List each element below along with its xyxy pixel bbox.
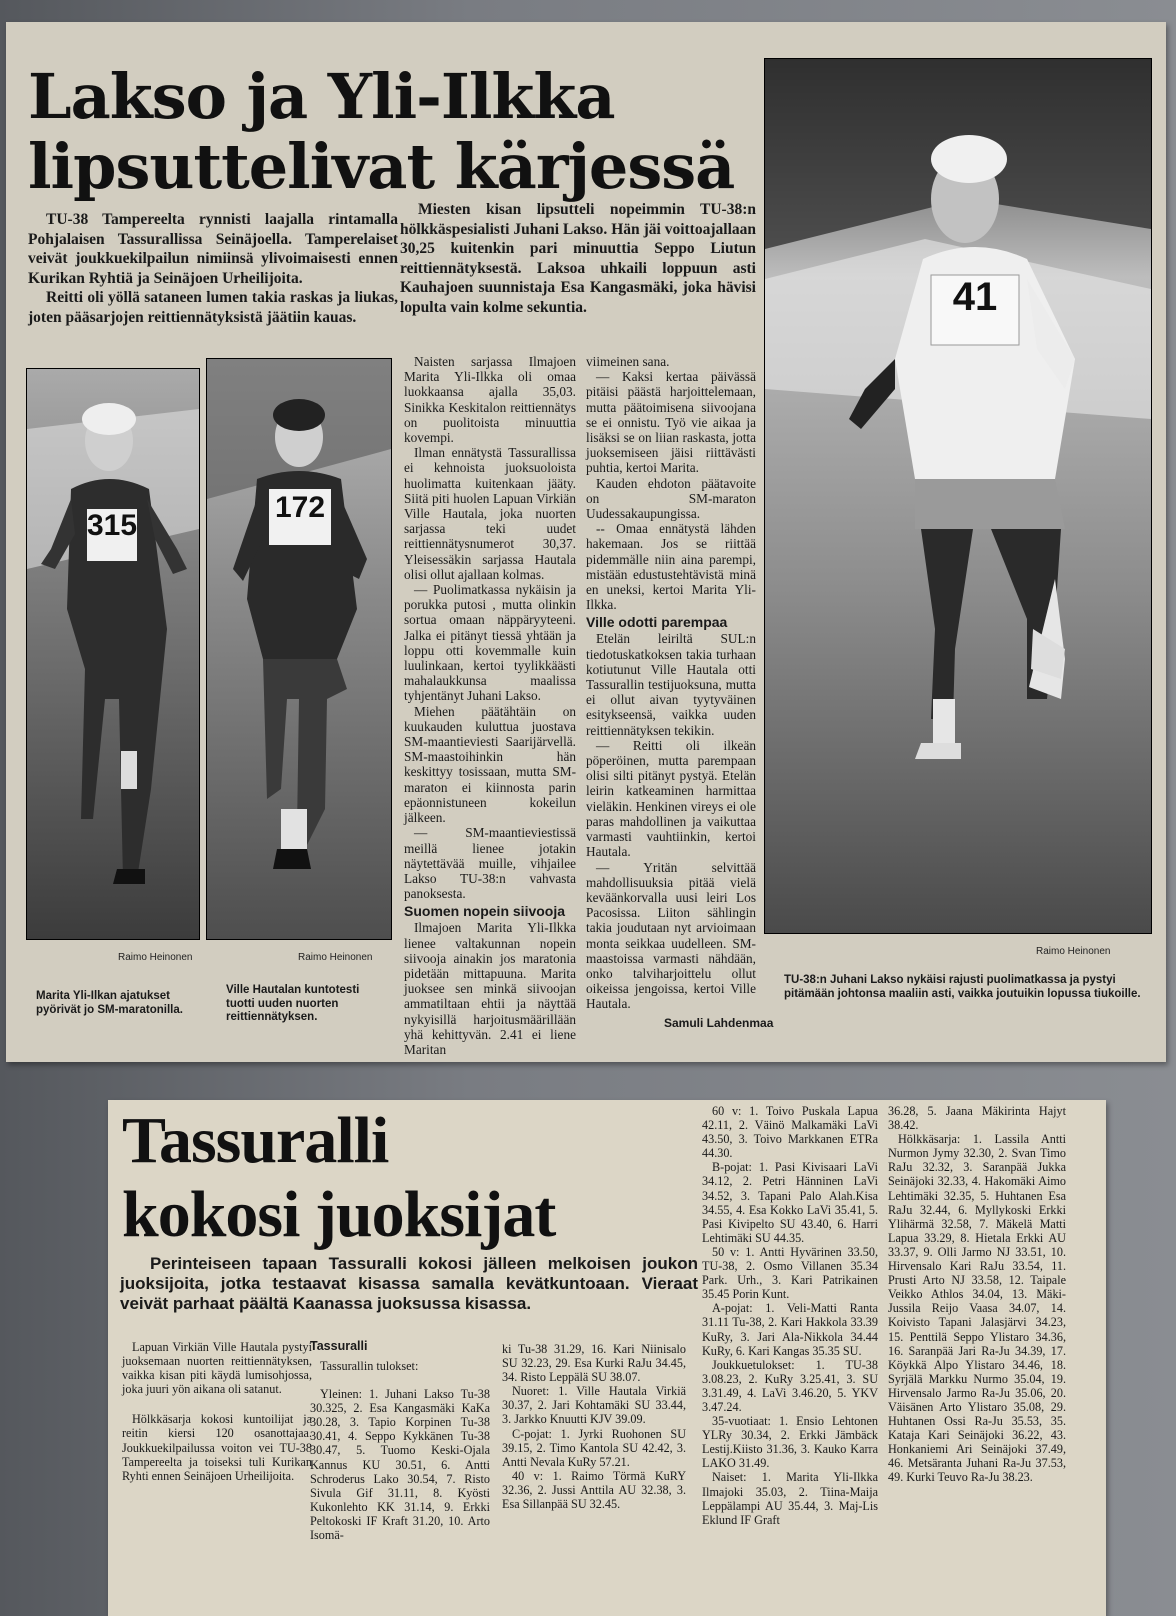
caption-1: Marita Yli-Ilkan ajatukset pyörivät jo SM-maratonilla.: [36, 990, 183, 1016]
results-subheading: Tassurallin tulokset:: [320, 1359, 419, 1373]
results-col4-para: 60 v: 1. Toivo Puskala Lapua 42.11, 2. Väinö Malkamäki LaVi 43.50, 3. Toivo Markkanen ETRa 44.30.: [702, 1104, 878, 1161]
lead-left-para-1: TU-38 Tampereelta rynnisti laajalla rintamalla Pohjalaisen Tassurallissa Seinäjoella. Tamperelaiset veivät joukkuekilpailun nimiinsä ylivoimaisesti ennen Kurikan Ryhtiä ja Seinäjoen Urheilijoita.: [28, 211, 398, 287]
results-col4-para: B-pojat: 1. Pasi Kivisaari LaVi 34.12, 2. Petri Hänninen LaVi 34.52, 3. Tapani Palo Alah.Kisa 34.55, 4. Esa Kokko LaVi 35.41, 5. Pasi Kivipelto SU 43.40, 6. Harri Lehtimäki SU 44.35.: [702, 1160, 878, 1245]
headline-2-line-2: kokosi juoksijat: [122, 1178, 556, 1251]
subhead-ville: Ville odotti parempaa: [586, 614, 728, 631]
bib-number-315: 315: [87, 509, 138, 542]
body-col2-para: — Reitti oli ilkeän pöperöinen, mutta parempaan olisi silti pitänyt pystyä. Etelän leirin katkeaminen harmittaa vieläkin. Henkinen vireys ei ole paras mahdollinen ja vaikuttaa varmasti vauhtiinkin, kertoi Hautala.: [586, 737, 756, 860]
clipping-tassuralli-article: [108, 1100, 1106, 1616]
results-col4-para: 50 v: 1. Antti Hyvärinen 33.50, TU-38, 2. Osmo Villanen 35.34 Park. Urh., 3. Kari Patrikainen 35.45 Porin Kunt.: [702, 1244, 878, 1302]
results-column-2: [310, 1338, 490, 1542]
lead-left: [28, 210, 398, 327]
results-col4-para: 35-vuotiaat: 1. Ensio Lehtonen YLRy 30.34, 2. Erkki Jämbäck Lestij.Kiisto 31.36, 3. Kauko Karra LAKO 31.49.: [702, 1414, 878, 1471]
body-col1-para: — Puolimatkassa nykäisin ja porukka putosi , mutta olinkin sortua omaan näppäryyteeni. Jalka ei pitänyt tiessä yhtään ja loppu otti kovemmalle kuin luulinkaan, kertoi tyylikkäästi mahalaukkunsa maalissa tyhjentänyt Juhani Lakso.: [404, 582, 576, 704]
headline-line-1: Lakso ja Yli-Ilkka: [28, 60, 615, 133]
results-column-5: [888, 1104, 1066, 1485]
results-col3-para: ki Tu-38 31.29, 16. Kari Niinisalo SU 32.23, 29. Esa Kurki RaJu 34.45, 34. Risto Leppälä SU 38.07.: [502, 1342, 686, 1385]
results-column-1: [122, 1340, 312, 1483]
body-col1-para: Ilman ennätystä Tassurallissa ei kehnoista juoksuoloista huolimatta kuitenkaan jääty. Siitä piti huolen Lapuan Virkiän Ville Hautala, joka nuorten sarjassa teki uudet reittiennätysnumerot 30,37. Yleisessäkin sarjassa Hautala olisi ollut ajallaan kolmas.: [404, 445, 576, 582]
body-col2-para: — Yritän selvittää mahdollisuuksia pitää vielä keväänkorvalla uusi leiri Los Pacosissa. Liiton sählingin takia joudutaan nyt arvioimaan monta seikkaa uudelleen. SM-maastoissa varmasti nähdään, onko talviharjoittelu ollut oikeissa jengoissa, kertoi Ville Hautala.: [586, 859, 756, 1012]
body-column-1: [404, 354, 576, 1057]
body-column-2: [586, 354, 756, 1012]
body-col1-para: Miehen päätähtäin on kuukauden kuluttua juostava SM-maantieviesti Saarijärvellä. SM-maastoihinkin hän keskittyy tosissaan, mutta SM-maraton ei kiinnosta parin epäonnistuneen kokeilun jälkeen.: [404, 703, 576, 826]
body-col1-para: Naisten sarjassa Ilmajoen Marita Yli-Ilkka oli omaa luokkaansa ajalla 35,03. Sinikka Keskitalon reittiennätys on puolitoista minuuttia kovempi.: [404, 354, 576, 446]
results-col3-para: 40 v: 1. Raimo Törmä KuRY 32.36, 2. Jussi Anttila AU 32.38, 3. Esa Sillanpää SU 32.45.: [502, 1468, 686, 1512]
photo-ville: [206, 358, 392, 940]
photo-credit-3: Raimo Heinonen: [1036, 946, 1111, 957]
body-col2-para: Etelän leiriltä SUL:n tiedotuskatkoksen takia turhaan kotiutunut Ville Hautala otti Tassurallin testijuoksuna, mutta ei ollut aivan tyytyväinen esitykseensä, vaikka uuden reittiennätyksen tekikin.: [586, 631, 756, 738]
headline-2-line-1: Tassuralli: [122, 1104, 389, 1177]
headline: [28, 62, 768, 202]
results-col5-para: 36.28, 5. Jaana Mäkirinta Hajyt 38.42.: [888, 1104, 1066, 1133]
body-col1-para: — SM-maantieviestissä meillä lienee jotakin näytettävää muille, vihjailee Lakso TU-38:n vahvasta panoksesta.: [404, 825, 576, 902]
body-col1-para: Ilmajoen Marita Yli-Ilkka lienee valtakunnan nopein siivooja ainakin jos maratonia pidetään mittapuuna. Marita juoksee sen minkä siivoojan ammatiltaan ehtii ja näyttää nykyisillä harjoitusmäärillään yhä kehittyvän. 2.41 ei liene Maritan: [404, 920, 576, 1057]
results-yleinen: Yleinen: 1. Juhani Lakso Tu-38 30.325, 2. Esa Kangasmäki KaKa 30.28, 3. Tapio Korpinen Tu-38 30.41, 4. Seppo Kykkänen Tu-38 30.47, 5. Tuomo Keski-Ojala Kannus KU 30.51, 6. Antti Schroderus Lako 30.54, 7. Risto Sivula Gif 31.11, 8. Kyösti Kukonlehto KK 31.14, 9. Erkki Peltokoski IF Kraft 31.20, 10. Arto Isomä-: [310, 1387, 490, 1543]
caption-3: TU-38:n Juhani Lakso nykäisi rajusti puolimatkassa ja pystyi pitämään johtonsa maaliin asti, vaikka joutuikin lopussa tiukoille.: [784, 974, 1141, 1000]
results-col5-para: Hölkkäsarja: 1. Lassila Antti Nurmon Jymy 32.30, 2. Svan Timo RaJu 32.32, 3. Saranpää Jukka Seinäjoki 32.33, 4. Hakomäki Aimo Lehtimäki 32.35, 5. Huhtanen Esa RaJu 32.44, 6. Myllykoski Erkki Ylihärmä 32.58, 7. Mäkelä Matti Lapua 33.29, 8. Hietala Erkki AU 33.37, 9. Olli Jarmo NJ 33.51, 10. Hirvensalo Kari RaJu 33.54, 11. Prusti Arto NJ 33.58, 12. Taipale Veikko Athlos 34.04, 13. Mäki-Jussila Reijo Vaasa 34.07, 14. Koivisto Tapani Jalasjärvi 34.23, 15. Penttilä Seppo Ylistaro 34.36, 16. Saranpää Jari Ra-Ju 34.39, 17. Köykkä Alpo Ylistaro 34.46, 18. Syrjälä Markku Nurmo 35.04, 19. Hirvensalo Jarmo Ra-Ju 35.06, 20. Väisänen Arto Ylistaro 35.08, 29. Huhtanen Ossi Ra-Ju 35.53, 35. Kataja Kari Seinäjoki 36.22, 43. Honkaniemi Ari Seinäjoki 37.49, 46. Metsäranta Juhani Ra-Ju 37.53, 49. Kurki Teuvo Ra-Ju 38.23.: [888, 1132, 1066, 1485]
body-col2-para: viimeinen sana.: [586, 354, 670, 369]
results-column-4: [702, 1104, 878, 1527]
results-col4-para: Naiset: 1. Marita Yli-Ilkka Ilmajoki 35.03, 2. Tiina-Maija Leppälampi AU 35.44, 3. Maj-Lis Eklund IF Graft: [702, 1470, 878, 1527]
results-col3-para: C-pojat: 1. Jyrki Ruohonen SU 39.15, 2. Timo Kantola SU 42.42, 3. Antti Nevala KuRy 57.21.: [502, 1426, 686, 1469]
bib-number-172: 172: [274, 491, 326, 524]
bib-number-41: 41: [952, 275, 998, 319]
results-heading: Tassuralli: [310, 1339, 368, 1353]
photo-lakso: [764, 58, 1152, 934]
subhead-siivooja: Suomen nopein siivooja: [404, 903, 566, 920]
results-col4-para: Joukkuetulokset: 1. TU-38 3.08.23, 2. KuRy 3.25.41, 3. SU 3.31.49, 4. LaVi 3.46.20, 5. YKV 3.47.24.: [702, 1357, 878, 1414]
body-col2-para: — Kaksi kertaa päivässä pitäisi päästä harjoittelemaan, mutta päätoimisena siivoojana se ei onnistu. Työ vie aikaa ja lisäksi se on liian raskasta, jotta juoksemiseen jäisi riittävästi puhtia, kertoi Marita.: [586, 369, 756, 476]
lead-2: Perinteiseen tapaan Tassuralli kokosi jälleen melkoisen joukon juoksijoita, jotka testaavat kisassa samalla kevätkuntoaan. Vieraat veivät parhaat päältä Kaanassa juoksussa kisassa.: [120, 1254, 698, 1313]
results-col1-para: Lapuan Virkiän Ville Hautala pystyi juoksemaan nuorten reittiennätyksen, vaikka kisan piti käydä lumisohjossa, joka juuri yön aikana oli satanut.: [122, 1340, 312, 1397]
results-col3-para: Nuoret: 1. Ville Hautala Virkiä 30.37, 2. Jari Kohtamäki SU 33.44, 3. Jarkko Knuutti KJV 39.09.: [502, 1384, 686, 1427]
headline-2: [122, 1104, 702, 1252]
photo-credit-1: Raimo Heinonen: [118, 952, 193, 963]
headline-line-2: lipsuttelivat kärjessä: [28, 130, 735, 203]
results-col1-para: Hölkkäsarja kokosi kuntoilijat ja reitin kiersi 120 osanottajaa. Joukkuekilpailussa voiton vei TU-38 Tampereelta ja toiseksi tuli Kurikan Ryhti ennen Seinäjoen Urheilijoita.: [122, 1412, 312, 1483]
photo-credit-2: Raimo Heinonen: [298, 952, 373, 963]
caption-2: Ville Hautalan kuntotesti tuotti uuden nuorten reittiennätyksen.: [226, 984, 360, 1023]
lead-right: Miesten kisan lipsutteli nopeimmin TU-38:n hölkkäspesialisti Juhani Lakso. Hän jäi voittoajallaan 30,25 kuitenkin pari minuuttia Seppo Liutun reittiennätyksestä. Laksoa uhkaili loppuun asti Kauhajoen suunnistaja Esa Kangasmäki, joka hävisi lopulta vain kolme sekuntia.: [400, 201, 756, 316]
results-col4-para: A-pojat: 1. Veli-Matti Ranta 31.11 Tu-38, 2. Kari Hakkola 33.39 KuRy, 3. Jari Ala-Nikkola 34.44 KuRy, 6. Kari Kangas 35.35 SU.: [702, 1301, 878, 1358]
byline: Samuli Lahdenmaa: [664, 1016, 774, 1030]
body-col2-para: Kauden ehdoton päätavoite on SM-maraton Uudessakaupungissa.: [586, 475, 756, 522]
clipping-lakso-article: [6, 22, 1166, 1062]
body-col2-para: -- Omaa ennätystä lähden hakemaan. Jos se riittää pidemmälle niin aina parempi, mistään edustustehtävistä minä en uneksi, kertoi Marita Yli-Ilkka.: [586, 521, 756, 613]
results-column-3: [502, 1342, 686, 1511]
lead-left-para-2: Reitti oli yöllä sataneen lumen takia raskas ja liukas, joten pääsarjojen reittiennätyksistä jäätiin kauas.: [28, 289, 398, 326]
photo-marita: [26, 368, 200, 940]
